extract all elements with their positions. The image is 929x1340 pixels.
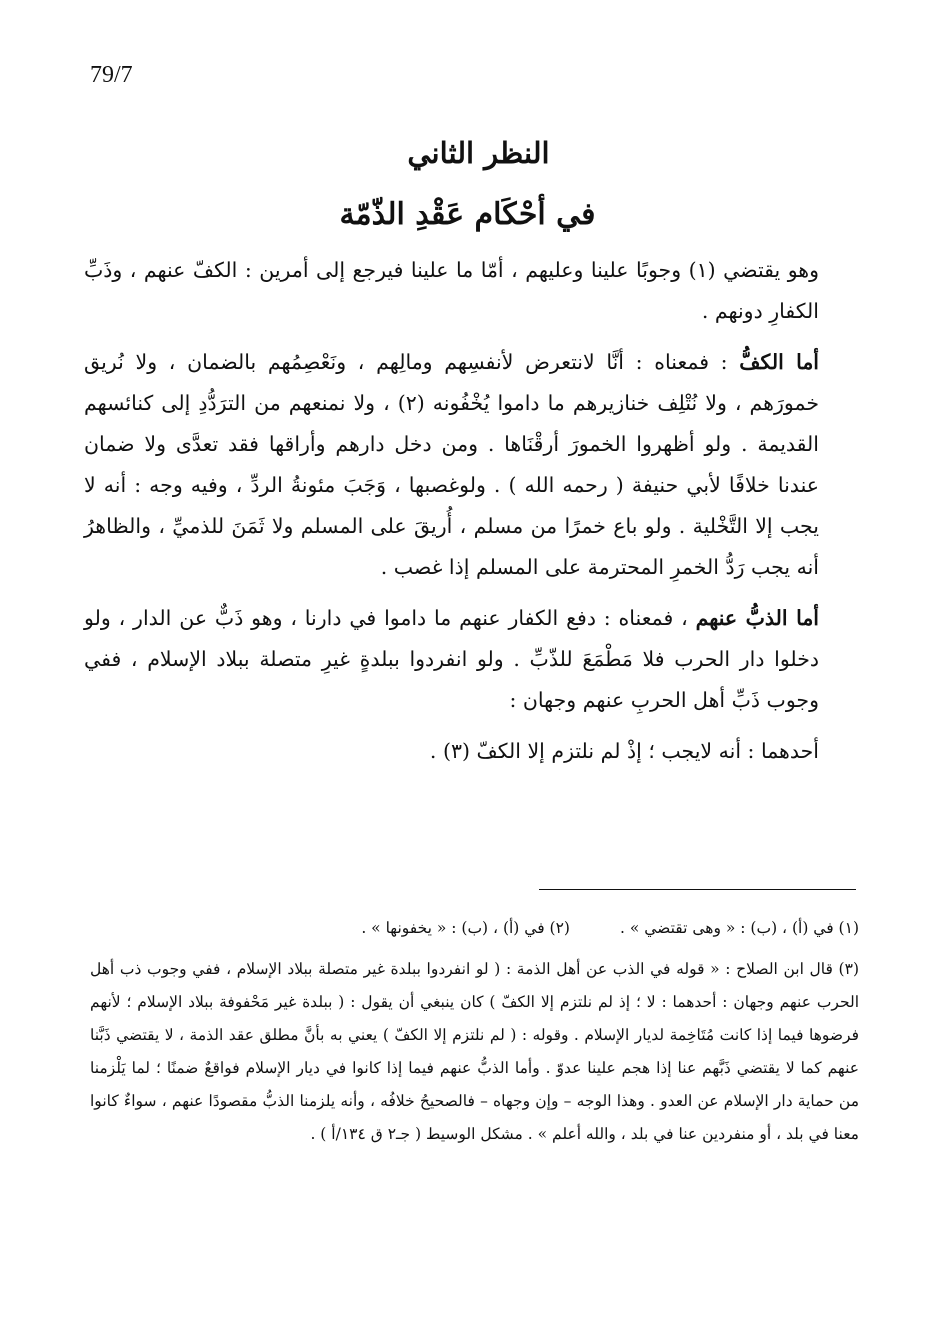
paragraph-text: : فمعناه : أنَّا لانتعرض لأنفسِهم ومالِهم ، ونَعْصِمُهم بالضمان ، ولا نُريق خمورَهم ، ولا نُتْلِف خنازيرهم ما داموا يُخْفُونه (٢) ، ولا نمنعهم من الترَدُّدِ إلى كنائسهم القديمة . ولو أظهروا الخمورَ أرقْنَاها . ومن دخل دارهم وأراقها فقد تعدَّى ولا ضمان عندنا خلافًا لأبي حنيفة ( رحمه الله ) . ولوغصبها ، وَجَبَ مئونةُ الردِّ ، وفيه وجه : أنه لا يجب إلا التَّخْلية . ولو باع خمرًا من مسلم ، أُريقَ على المسلم ولا ثَمَنَ للذميِّ ، والظاهرُ أنه يجب رَدُّ الخمرِ المحترمة على المسلم إذا غصب .: [84, 350, 820, 579]
paragraph: [84, 731, 819, 772]
footnote-separator: [539, 889, 856, 890]
main-text: [84, 250, 819, 782]
chapter-subtitle: في أحْكَام عَقْدِ الذّمّة: [339, 197, 596, 232]
footnote-3: (٣) قال ابن الصلاح : « قوله في الذب عن أهل الذمة : ( لو انفردوا ببلدة غير متصلة ببلاد الإسلام ، ففي وجوب ذب أهل الحرب عنهم وجهان : أحدهما : لا ؛ إذ لم نلتزم إلا الكفّ ) كان ينبغي أن يقول : ( ببلدة غير مَحْفوفة ببلاد الإسلام ؛ لأنهم فرضوها فيما إذا كانت مُتَاخِمة لديار الإسلام . وقوله : ( لم نلتزم إلا الكفّ ) يعني به بأنَّ مطلق عقد الذمة ، لا يقتضي ذَبَّنا عنهم كما لا يقتضي ذَبَّهم عنا إذا هجم علينا عدوّ . وأما الذبُّ عنهم فيما إذا كانوا في ديار الإسلام فواقعٌ ضمنًا ؛ لما يَلْزمنا من حماية دار الإسلام عن العدو . وهذا الوجه – وإن وجهاه – فالصحيحُ خلافُه ، وأنه يلزمنا الذبُّ مقصودًا عنهم ، سواءٌ كانوا معنا في بلد ، أو منفردين عنا في بلد ، والله أعلم » . مشكل الوسيط ( جـ٢ ق ١٣٤/أ ) .: [90, 960, 859, 1143]
chapter-headings: [0, 122, 929, 246]
paragraph-lead: أما الكفُّ: [739, 350, 819, 374]
paragraph-text: أحدهما : أنه لايجب ؛ إذْ لم نلتزم إلا الكفّ (٣) .: [429, 739, 819, 763]
footnote-row: [90, 912, 859, 945]
footnotes: [90, 912, 859, 1151]
paragraph-text: وهو يقتضي (١) وجوبًا علينا وعليهم ، أمّا ما علينا فيرجع إلى أمرين : الكفّ عنهم ، وذَبِّ الكفارِ دونهم .: [84, 258, 819, 323]
footnote-1: (١) في (أ) ، (ب) : « وهى تقتضي » .: [619, 919, 859, 937]
paragraph-text: ، فمعناه : دفع الكفار عنهم ما داموا في دارنا ، وهو ذَبٌّ عن الدار ، ولو دخلوا دار الحرب فلا مَطْمَعَ للذّبِّ . ولو انفردوا ببلدةٍ غيرِ متصلة ببلاد الإسلام ، ففي وجوب ذَبِّ أهل الحربِ عنهم وجهان :: [84, 606, 819, 712]
paragraph: [84, 598, 819, 721]
chapter-title: النظر الثاني: [407, 136, 550, 170]
footnote-2: (٢) في (أ) ، (ب) : « يخفونها » .: [361, 919, 570, 937]
paragraph: [84, 342, 819, 588]
paragraph-lead: أما الذبُّ عنهم: [695, 606, 819, 630]
page-number: 79/7: [90, 62, 133, 88]
paragraph: [84, 250, 819, 332]
